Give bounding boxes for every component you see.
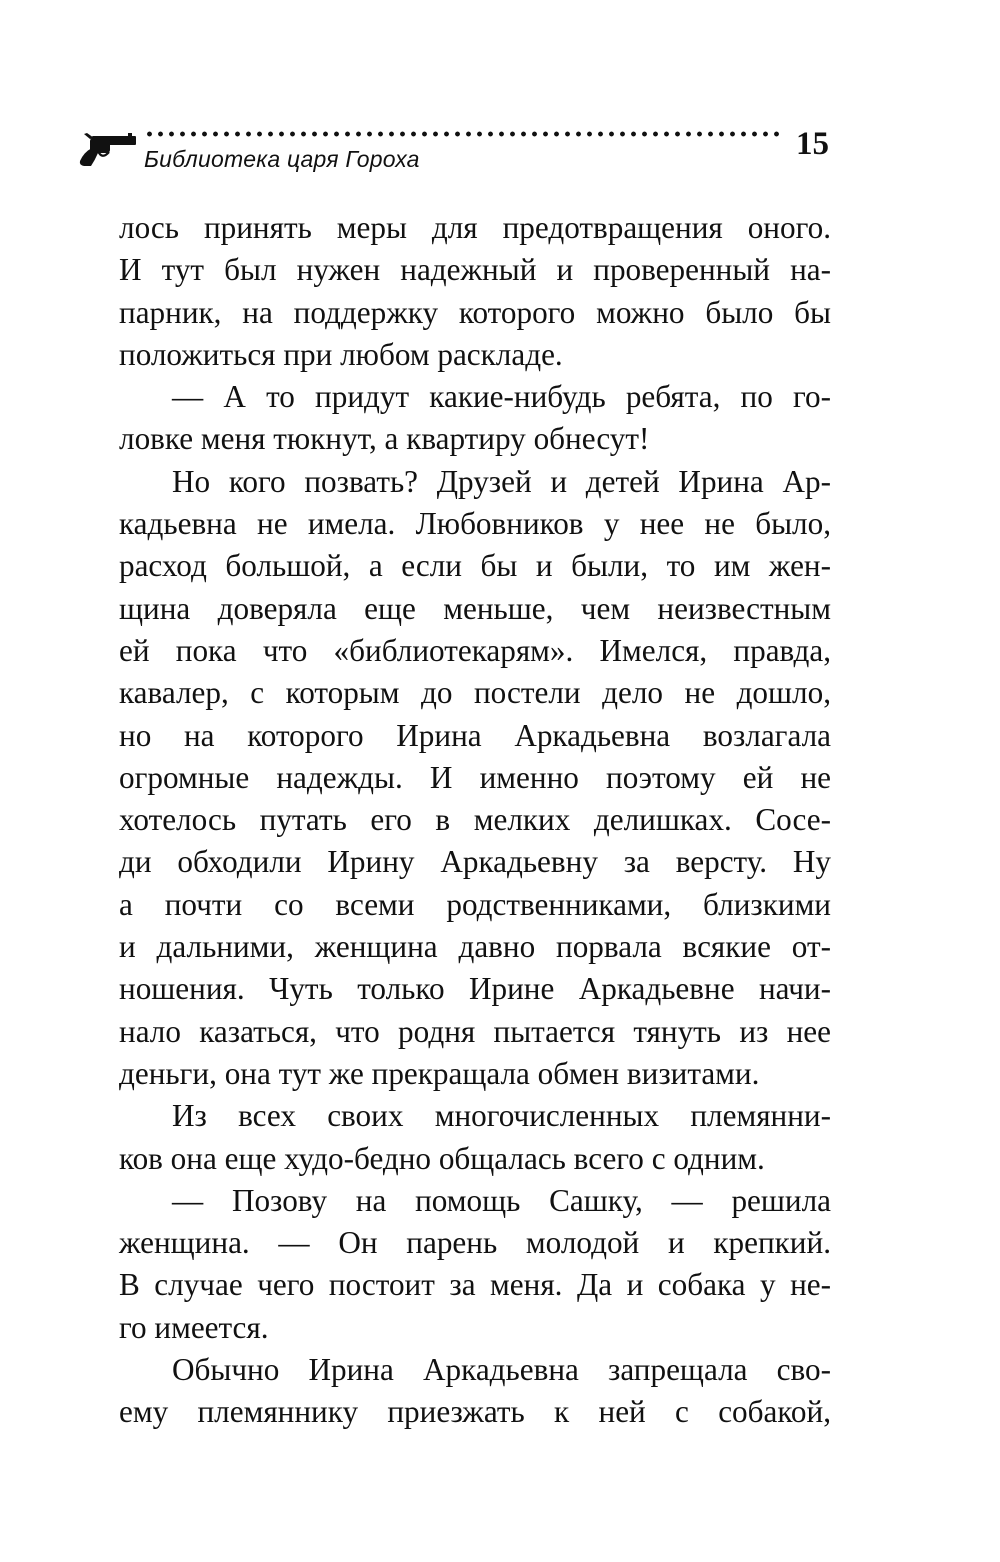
text-line: — А то придут какие-нибудь ребята, по го-	[172, 379, 831, 415]
text-line: — Позову на помощь Сашку, — решила	[172, 1182, 831, 1218]
text-line: ков она еще худо-бедно общалась всего с одним.	[119, 1140, 765, 1176]
text-line: хотелось путать его в мелких делишках. Сосе-	[119, 802, 831, 838]
text-line: Но кого позвать? Друзей и детей Ирина Ар-	[172, 463, 831, 499]
text-line: женщина. — Он парень молодой и крепкий.	[119, 1225, 831, 1261]
text-line: огромные надежды. И именно поэтому ей не	[119, 759, 831, 795]
page-number: 15	[796, 126, 829, 162]
text-line: кадьевна не имела. Любовников у нее не было,	[119, 506, 831, 542]
text-line: деньги, она тут же прекращала обмен визитами.	[119, 1055, 760, 1091]
revolver-icon	[78, 130, 138, 168]
text-line: Обычно Ирина Аркадьевна запрещала сво-	[172, 1352, 831, 1388]
dotted-rule	[144, 131, 784, 137]
text-line: расход большой, а если бы и были, то им жен-	[119, 548, 831, 584]
text-line: го имеется.	[119, 1309, 269, 1345]
text-line: парник, на поддержку которого можно было бы	[119, 294, 831, 330]
text-line: кавалер, с которым до постели дело не дошло,	[119, 675, 831, 711]
text-line: Из всех своих многочисленных племянни-	[172, 1098, 831, 1134]
text-line: ему племяннику приезжать к ней с собакой,	[119, 1394, 831, 1430]
text-line: лось принять меры для предотвращения оного.	[119, 210, 831, 245]
text-line: но на которого Ирина Аркадьевна возлагала	[119, 717, 831, 753]
text-line: ношения. Чуть только Ирине Аркадьевне начи-	[119, 971, 831, 1007]
running-header	[78, 118, 838, 188]
text-line: нало казаться, что родня пытается тянуть из нее	[119, 1013, 831, 1049]
text-line: В случае чего постоит за меня. Да и собака у не-	[119, 1267, 831, 1303]
text-line: ди обходили Ирину Аркадьевну за версту. Ну	[119, 844, 831, 880]
text-line: положиться при любом раскладе.	[119, 336, 563, 372]
text-line: а почти со всеми родственниками, близкими	[119, 886, 831, 922]
text-line: И тут был нужен надежный и проверенный на-	[119, 252, 831, 288]
text-line: щина доверяла еще меньше, чем неизвестным	[119, 590, 831, 626]
running-title: Библиотека царя Гороха	[144, 146, 420, 172]
body-text	[119, 207, 831, 1434]
text-line: и дальними, женщина давно порвала всякие от-	[119, 929, 831, 965]
text-line: ей пока что «библиотекарям». Имелся, правда,	[119, 632, 831, 668]
text-line: ловке меня тюкнут, а квартиру обнесут!	[119, 421, 650, 457]
